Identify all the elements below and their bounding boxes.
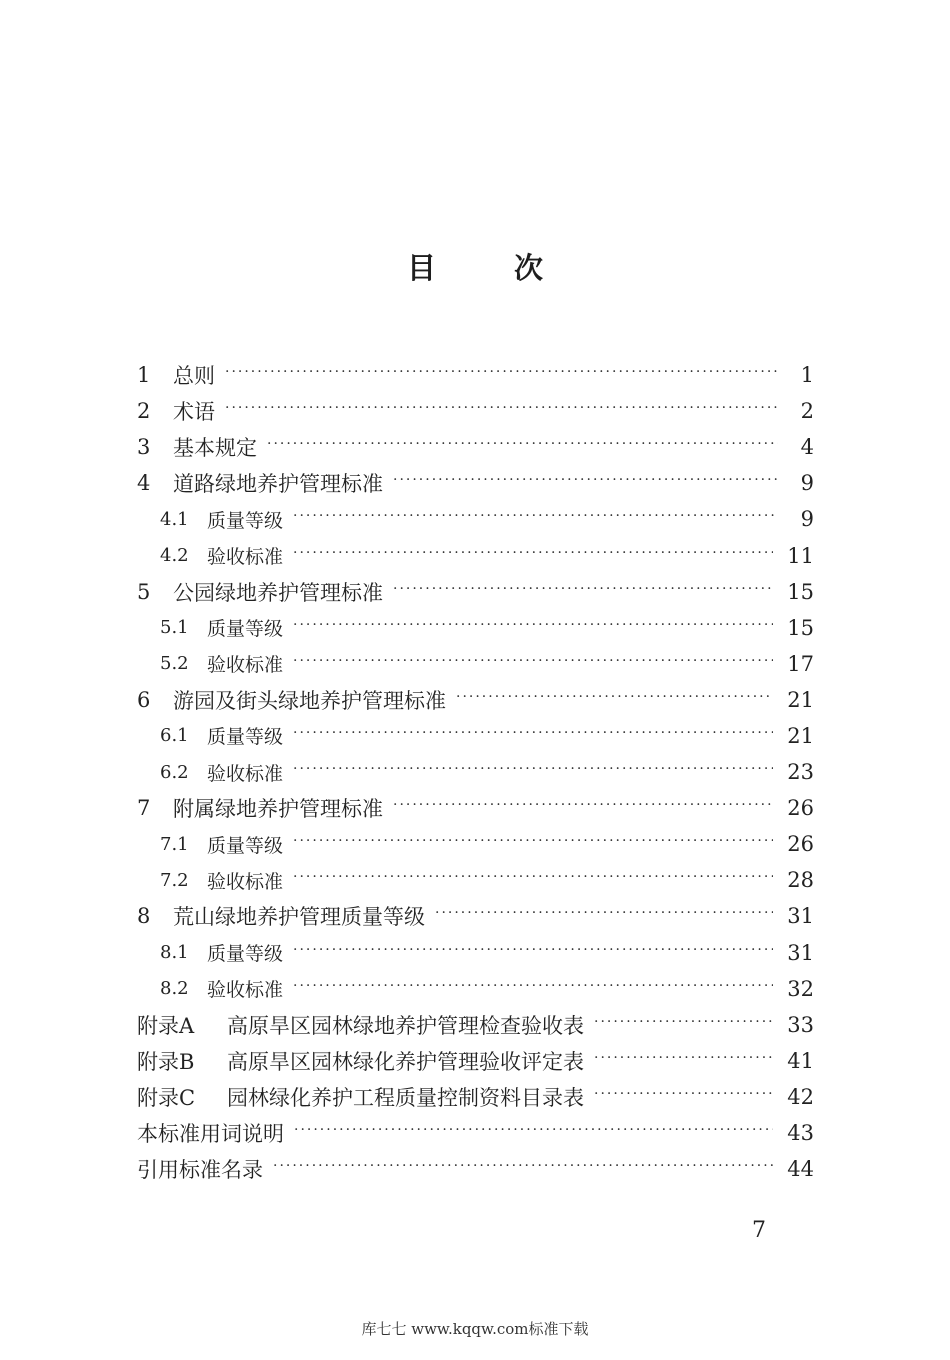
toc-dot-leader	[594, 1015, 773, 1029]
table-of-contents	[137, 357, 814, 1187]
toc-entry-page: 31	[787, 940, 814, 965]
toc-dot-leader	[273, 1159, 773, 1173]
toc-dot-leader	[293, 762, 773, 776]
toc-entry-label: 总则	[173, 364, 215, 389]
toc-entry[interactable]	[137, 682, 814, 718]
toc-entry[interactable]	[137, 898, 814, 934]
toc-entry-label: 质量等级	[207, 509, 284, 532]
toc-entry-number: 7.1	[160, 833, 189, 855]
toc-dot-leader	[293, 943, 773, 957]
toc-entry-page: 41	[787, 1048, 814, 1073]
toc-entry-number: 4	[137, 471, 151, 496]
toc-entry-label: 道路绿地养护管理标准	[173, 472, 383, 497]
toc-dot-leader	[393, 473, 778, 487]
toc-entry[interactable]	[137, 501, 814, 537]
toc-entry[interactable]	[137, 935, 814, 971]
toc-entry[interactable]	[137, 1007, 814, 1043]
toc-entry-number: 5	[137, 579, 151, 604]
toc-entry[interactable]	[137, 1043, 814, 1079]
toc-entry-page: 9	[800, 471, 814, 496]
toc-entry[interactable]	[137, 754, 814, 790]
toc-entry-label: 质量等级	[207, 943, 284, 966]
page-title: 目 次	[406, 251, 578, 285]
toc-entry[interactable]	[137, 610, 814, 646]
toc-entry-number: 5.1	[160, 617, 189, 639]
toc-entry-page: 44	[787, 1157, 814, 1182]
toc-entry-page: 31	[787, 904, 814, 929]
toc-entry-page: 4	[800, 435, 814, 460]
toc-entry-number: 7	[137, 796, 151, 821]
toc-entry[interactable]	[137, 790, 814, 826]
toc-entry[interactable]	[137, 429, 814, 465]
toc-entry-number: 7.2	[160, 869, 189, 891]
toc-entry[interactable]	[137, 393, 814, 429]
toc-entry[interactable]	[137, 574, 814, 610]
toc-entry-page: 43	[787, 1121, 814, 1146]
toc-entry-page: 21	[787, 687, 814, 712]
toc-entry[interactable]	[137, 862, 814, 898]
toc-dot-leader	[456, 690, 773, 704]
toc-entry-label: 验收标准	[207, 870, 284, 893]
toc-entry-label: 本标准用词说明	[137, 1122, 284, 1147]
toc-dot-leader	[435, 906, 773, 920]
toc-entry-page: 23	[787, 760, 814, 785]
toc-entry-number: 附录B	[137, 1049, 195, 1074]
toc-dot-leader	[267, 437, 778, 451]
toc-entry-number: 6.1	[160, 725, 189, 747]
toc-entry[interactable]	[137, 1151, 814, 1187]
toc-dot-leader	[393, 582, 773, 596]
toc-entry[interactable]	[137, 1115, 814, 1151]
toc-entry[interactable]	[137, 357, 814, 393]
toc-entry-page: 26	[787, 796, 814, 821]
toc-entry-label: 高原旱区园林绿地养护管理检查验收表	[227, 1013, 584, 1038]
toc-entry-label: 验收标准	[207, 979, 284, 1002]
toc-entry-page: 26	[787, 832, 814, 857]
toc-entry-label: 质量等级	[207, 618, 284, 641]
toc-entry-number: 8.1	[160, 942, 189, 964]
toc-entry-label: 高原旱区园林绿化养护管理验收评定表	[227, 1049, 584, 1074]
page-number: 7	[752, 1218, 766, 1243]
toc-entry-page: 17	[787, 651, 814, 676]
toc-entry[interactable]	[137, 971, 814, 1007]
toc-entry-page: 9	[800, 507, 814, 532]
toc-entry-label: 基本规定	[173, 436, 257, 461]
toc-dot-leader	[293, 726, 773, 740]
toc-dot-leader	[293, 870, 773, 884]
toc-entry-page: 42	[787, 1084, 814, 1109]
toc-dot-leader	[594, 1087, 773, 1101]
toc-entry[interactable]	[137, 537, 814, 573]
toc-dot-leader	[225, 401, 778, 415]
toc-entry[interactable]	[137, 1079, 814, 1115]
toc-entry-label: 荒山绿地养护管理质量等级	[173, 905, 425, 930]
toc-entry-label: 术语	[173, 400, 215, 425]
toc-entry-page: 1	[800, 363, 814, 388]
toc-dot-leader	[293, 546, 773, 560]
toc-entry-number: 6	[137, 687, 151, 712]
toc-entry-label: 质量等级	[207, 726, 284, 749]
toc-entry-number: 附录C	[137, 1085, 196, 1110]
toc-entry-page: 2	[800, 399, 814, 424]
toc-dot-leader	[293, 834, 773, 848]
toc-dot-leader	[225, 365, 778, 379]
toc-dot-leader	[293, 654, 773, 668]
toc-dot-leader	[293, 979, 773, 993]
toc-entry-label: 质量等级	[207, 834, 284, 857]
toc-entry-number: 3	[137, 435, 151, 460]
toc-entry-label: 公园绿地养护管理标准	[173, 580, 383, 605]
toc-entry-number: 5.2	[160, 653, 189, 675]
toc-entry-label: 附属绿地养护管理标准	[173, 797, 383, 822]
toc-entry-number: 8	[137, 904, 151, 929]
toc-entry-page: 28	[787, 868, 814, 893]
toc-entry[interactable]	[137, 718, 814, 754]
toc-entry-label: 游园及街头绿地养护管理标准	[173, 688, 446, 713]
toc-entry-page: 11	[787, 543, 814, 568]
toc-entry-label: 验收标准	[207, 654, 284, 677]
toc-dot-leader	[293, 509, 778, 523]
toc-dot-leader	[294, 1123, 773, 1137]
toc-entry-number: 2	[137, 399, 151, 424]
toc-entry-number: 8.2	[160, 978, 189, 1000]
toc-entry-number: 1	[137, 363, 151, 388]
toc-entry-label: 引用标准名录	[137, 1158, 263, 1183]
toc-entry-label: 园林绿化养护工程质量控制资料目录表	[227, 1085, 584, 1110]
toc-entry-page: 15	[787, 579, 814, 604]
toc-entry[interactable]	[137, 465, 814, 501]
toc-entry-number: 4.2	[160, 545, 189, 567]
toc-entry[interactable]	[137, 826, 814, 862]
toc-entry-page: 15	[787, 615, 814, 640]
toc-dot-leader	[594, 1051, 773, 1065]
toc-entry[interactable]	[137, 646, 814, 682]
toc-entry-page: 33	[787, 1012, 814, 1037]
toc-entry-number: 6.2	[160, 761, 189, 783]
toc-entry-number: 附录A	[137, 1013, 195, 1038]
toc-dot-leader	[293, 618, 773, 632]
toc-entry-page: 21	[787, 723, 814, 748]
watermark: 库七七 www.kqqw.com标准下载	[361, 1320, 589, 1338]
toc-entry-label: 验收标准	[207, 762, 284, 785]
toc-dot-leader	[393, 798, 773, 812]
toc-entry-number: 4.1	[160, 508, 189, 530]
toc-entry-page: 32	[787, 976, 814, 1001]
toc-entry-label: 验收标准	[207, 546, 284, 569]
